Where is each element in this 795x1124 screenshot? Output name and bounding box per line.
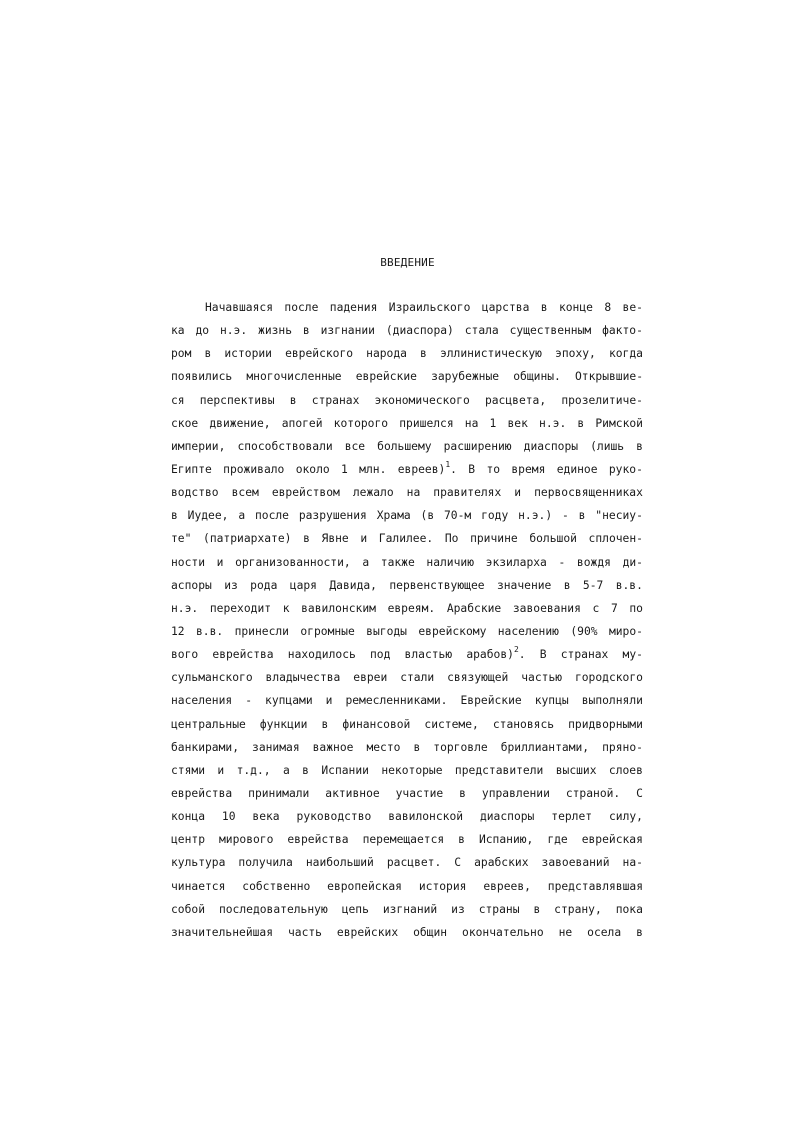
word: центральные	[171, 717, 246, 731]
word: в.в.	[615, 578, 643, 592]
word: большему	[377, 439, 432, 453]
word: первенствующее	[389, 578, 485, 592]
word: переходит	[209, 601, 272, 615]
word: (диаспора)	[385, 324, 454, 338]
text-line	[171, 412, 643, 435]
word: (патриархате)	[203, 532, 292, 546]
word: на	[464, 416, 479, 430]
word: в	[302, 324, 310, 338]
word: ности	[171, 555, 206, 569]
word: апогей	[281, 416, 323, 430]
word: евреям.	[387, 601, 436, 615]
word: разрушения	[298, 509, 367, 523]
word: сульманского	[171, 671, 253, 685]
text-line	[171, 319, 643, 342]
word: в	[563, 578, 571, 592]
word: руко-	[608, 462, 643, 476]
word: а	[282, 763, 290, 777]
word: правителях	[433, 486, 502, 500]
word: важное	[312, 740, 354, 754]
word: первосвященниках	[534, 486, 643, 500]
text-line	[171, 898, 643, 921]
word: с	[592, 601, 600, 615]
word: Еврейские	[460, 694, 522, 708]
word: диаспоры	[523, 439, 579, 453]
word: странах	[560, 648, 609, 662]
word: ское	[171, 416, 199, 430]
word: на-	[622, 856, 643, 870]
word: Иудее,	[187, 509, 229, 523]
word: Испании	[321, 763, 369, 777]
word: в	[458, 833, 465, 847]
text-line	[171, 527, 643, 550]
word: н.э.)	[518, 509, 553, 523]
word: функции	[259, 717, 308, 731]
word: По	[444, 532, 459, 546]
word: зарубежные	[431, 370, 500, 384]
word: стала	[464, 324, 499, 338]
text-line	[171, 481, 643, 504]
word: в	[636, 925, 643, 939]
word: те"	[171, 532, 192, 546]
word: стали	[400, 671, 435, 685]
word: чинается	[171, 879, 226, 893]
word: -	[558, 555, 566, 569]
word: пряно-	[602, 740, 643, 754]
text-line	[171, 342, 643, 365]
text-line	[171, 365, 643, 388]
word: движение,	[209, 416, 271, 430]
word: году	[481, 509, 509, 523]
text-line	[171, 875, 643, 898]
word: вождя	[576, 555, 611, 569]
word: пока	[615, 902, 643, 916]
word: страны	[478, 902, 520, 916]
word: конце	[558, 301, 593, 314]
word: управлении	[481, 786, 550, 800]
word: Испанию,	[478, 833, 534, 847]
word: арабов)$^2$.	[466, 645, 526, 662]
word: под	[369, 648, 391, 662]
word: "несиу-	[595, 509, 643, 523]
word: ве-	[622, 301, 643, 314]
word: способствовали	[237, 439, 333, 453]
word: окончательно	[462, 925, 544, 939]
page-title: ВВЕДЕНИЕ	[380, 256, 435, 269]
word: занимая	[252, 740, 300, 754]
word: к	[282, 601, 290, 615]
word: и	[325, 694, 333, 708]
word: торговле	[433, 740, 488, 754]
word: изгнании	[320, 324, 375, 338]
word: собой	[171, 902, 206, 916]
word: по	[629, 601, 643, 615]
word: выгоды	[366, 624, 407, 638]
text-line	[171, 551, 643, 574]
word: Давида,	[329, 578, 377, 592]
word: царства	[481, 301, 530, 314]
word: н.э.	[539, 416, 567, 430]
word: частью	[521, 671, 563, 685]
text-line	[171, 389, 643, 412]
word: странах	[311, 393, 360, 407]
word: 5-7	[582, 578, 604, 592]
word: падения	[329, 301, 378, 314]
word: представители	[454, 763, 544, 777]
word: рода	[250, 578, 278, 592]
text-line	[171, 620, 643, 643]
word: а	[362, 555, 370, 569]
word: из	[451, 902, 465, 916]
word: прозелитиче-	[561, 393, 643, 407]
word: до	[195, 324, 210, 338]
word: в	[636, 439, 643, 453]
word: в	[577, 416, 585, 430]
text-line	[171, 435, 643, 458]
word: Открывшие-	[574, 370, 643, 384]
word: В	[468, 462, 476, 476]
word: терлет	[551, 810, 593, 824]
word: активное	[325, 786, 380, 800]
word: в	[459, 786, 466, 800]
word: бриллиантами,	[500, 740, 590, 754]
word: еврейских	[336, 925, 399, 939]
word: ся	[171, 393, 185, 407]
word: народа	[366, 347, 407, 361]
word: Начавшаяся	[205, 301, 274, 314]
word: населению	[497, 624, 559, 638]
word: и	[216, 555, 224, 569]
word: -	[245, 694, 253, 708]
word: (90%	[570, 624, 598, 638]
text-line	[171, 759, 643, 782]
word: придворными	[568, 717, 643, 731]
word: купцами	[265, 694, 313, 708]
word: становясь	[492, 717, 555, 731]
body-paragraph	[171, 296, 643, 944]
word: системе,	[424, 717, 479, 731]
word: империи,	[171, 439, 226, 453]
word: (лишь	[590, 439, 625, 453]
word: место	[366, 740, 401, 754]
word: 1	[489, 416, 497, 430]
word: Явне	[321, 532, 349, 546]
word: финансовой	[342, 717, 411, 731]
word: т.д.,	[236, 763, 271, 777]
word: банкирами,	[171, 740, 240, 754]
word: около	[295, 462, 330, 476]
word: Израильского	[388, 301, 471, 314]
word: страну,	[554, 902, 602, 916]
word: ром	[171, 347, 192, 361]
word: мирового	[218, 833, 274, 847]
word: века	[252, 810, 280, 824]
footnote-mark: 2	[513, 645, 519, 655]
word: и	[217, 763, 225, 777]
word: век	[507, 416, 528, 430]
word: конца	[171, 810, 206, 824]
word: 70-м	[444, 509, 472, 523]
word: из	[224, 578, 238, 592]
word: вавилонским	[301, 601, 376, 615]
word: еврейства	[171, 786, 233, 800]
word: высших	[555, 763, 597, 777]
word: миро-	[608, 624, 643, 638]
word: в	[289, 393, 297, 407]
word: С	[454, 856, 462, 870]
word: и	[360, 532, 368, 546]
word: факто-	[602, 324, 643, 338]
word: му-	[622, 648, 643, 662]
text-line	[171, 828, 643, 851]
word: изгнаний	[382, 902, 438, 916]
word: еврейством	[271, 486, 340, 500]
word: перспективы	[199, 393, 275, 407]
word: в	[302, 763, 309, 777]
word: городского	[574, 671, 643, 685]
word: В	[539, 648, 547, 662]
word: вавилонской	[388, 810, 464, 824]
word: -	[561, 509, 569, 523]
word: проживало	[223, 462, 285, 476]
text-line	[171, 921, 643, 944]
word: то	[486, 462, 501, 476]
word: связующей	[447, 671, 509, 685]
word: в	[578, 509, 586, 523]
word: (в	[420, 509, 435, 523]
word: еврейства	[212, 648, 274, 662]
word: экзиларха	[485, 555, 547, 569]
word: жизнь	[258, 324, 293, 338]
word: некоторые	[381, 763, 443, 777]
word: Римской	[595, 416, 643, 430]
text-line	[171, 713, 643, 736]
word: ди-	[622, 555, 643, 569]
word: 10	[221, 810, 236, 824]
text-line	[171, 504, 643, 527]
word: силу,	[608, 810, 643, 824]
word: находилось	[287, 648, 356, 662]
word: культура	[171, 856, 226, 870]
word: получила	[238, 856, 293, 870]
word: купцы	[534, 694, 569, 708]
word: существенным	[509, 324, 592, 338]
word: значительнейшая	[171, 925, 274, 939]
text-line	[171, 458, 643, 481]
word: после	[284, 301, 319, 314]
word: где	[547, 833, 568, 847]
word: появились	[171, 370, 233, 384]
text-line	[171, 666, 643, 689]
word: ремесленниками.	[345, 694, 448, 708]
word: слоев	[608, 763, 643, 777]
word: 8	[604, 301, 612, 314]
word: в	[533, 902, 541, 916]
word: представлявшая	[547, 879, 643, 893]
word: огромные	[300, 624, 355, 638]
word: еврейские	[355, 370, 417, 384]
word: царя	[289, 578, 317, 592]
word: принимали	[248, 786, 310, 800]
word: н.э.	[219, 324, 248, 338]
word: наличию	[426, 555, 475, 569]
word: истории	[224, 347, 272, 361]
word: млн.	[359, 462, 387, 476]
word: и	[514, 486, 522, 500]
word: стями	[171, 763, 206, 777]
word: ка	[171, 324, 185, 338]
word: лежало	[352, 486, 394, 500]
word: участие	[395, 786, 444, 800]
word: организованности,	[235, 555, 351, 569]
text-line	[171, 597, 643, 620]
word: принесли	[234, 624, 289, 638]
word: вого	[171, 648, 199, 662]
text-line	[171, 296, 643, 319]
word: арабских	[474, 856, 529, 870]
word: не	[558, 925, 573, 939]
word: в	[420, 347, 427, 361]
word: собственно	[242, 879, 311, 893]
word: еврейского	[285, 347, 354, 361]
word: все	[344, 439, 366, 453]
word: перемещается	[362, 833, 445, 847]
word: также	[380, 555, 415, 569]
word: всем	[231, 486, 259, 500]
word: в	[540, 301, 548, 314]
text-line	[171, 782, 643, 805]
word: евреев,	[483, 879, 531, 893]
word: в	[321, 717, 329, 731]
word: после	[254, 509, 289, 523]
word: в	[303, 532, 310, 546]
word: Галилее.	[378, 532, 434, 546]
word: выполняли	[581, 694, 643, 708]
word: водство	[171, 486, 219, 500]
word: экономического	[374, 393, 470, 407]
word: Египте	[171, 462, 212, 476]
word: диаспоры	[479, 810, 535, 824]
word: населения	[171, 694, 233, 708]
word: которого	[333, 416, 389, 430]
word: евреи	[353, 671, 388, 685]
word: общины.	[513, 370, 561, 384]
word: эпоху,	[555, 347, 596, 361]
word: расцвет.	[386, 856, 442, 870]
word: расширению	[443, 439, 512, 453]
word: наибольший	[305, 856, 374, 870]
word: история	[418, 879, 467, 893]
word: завоеваний	[541, 856, 610, 870]
word: в	[413, 740, 421, 754]
word: причине	[470, 532, 518, 546]
word: евреев)$^1$.	[397, 459, 457, 476]
word: эллинистическую	[439, 347, 542, 361]
word: руководство	[296, 810, 372, 824]
word: еврейскому	[418, 624, 487, 638]
word: н.э.	[171, 601, 199, 615]
word: большой	[529, 532, 577, 546]
word: часть	[287, 925, 322, 939]
word: 1	[341, 462, 348, 476]
word: в	[171, 509, 178, 523]
text-line	[171, 805, 643, 828]
word: в.в.	[195, 624, 224, 638]
word: когда	[608, 347, 643, 361]
word: в	[204, 347, 212, 361]
word: расцвета,	[484, 393, 547, 407]
word: владычества	[265, 671, 341, 685]
word: европейская	[327, 879, 402, 893]
text-line	[171, 643, 643, 666]
word: время	[511, 462, 546, 476]
word: страной.	[565, 786, 621, 800]
word: Храма	[376, 509, 411, 523]
word: общин	[413, 925, 448, 939]
word: последовательную	[218, 902, 328, 916]
word: значение	[496, 578, 552, 592]
text-line	[171, 736, 643, 759]
word: аспоры	[171, 578, 212, 592]
word: властью	[404, 648, 453, 662]
word: 12	[171, 624, 185, 638]
text-line	[171, 689, 643, 712]
word: центр	[171, 833, 206, 847]
word: Арабские	[446, 601, 502, 615]
word: пришелся	[399, 416, 454, 430]
text-line	[171, 574, 643, 597]
word: осела	[587, 925, 622, 939]
word: а	[238, 509, 246, 523]
word: еврейская	[581, 833, 643, 847]
word: 7	[610, 601, 618, 615]
word: сплочен-	[588, 532, 643, 546]
text-line	[171, 851, 643, 874]
word: на	[406, 486, 421, 500]
word: цепь	[341, 902, 369, 916]
word: еврейства	[287, 833, 349, 847]
word: С	[636, 786, 643, 800]
word: многочисленные	[246, 370, 342, 384]
word: единое	[556, 462, 598, 476]
word: завоевания	[512, 601, 581, 615]
footnote-mark: 1	[445, 459, 451, 469]
